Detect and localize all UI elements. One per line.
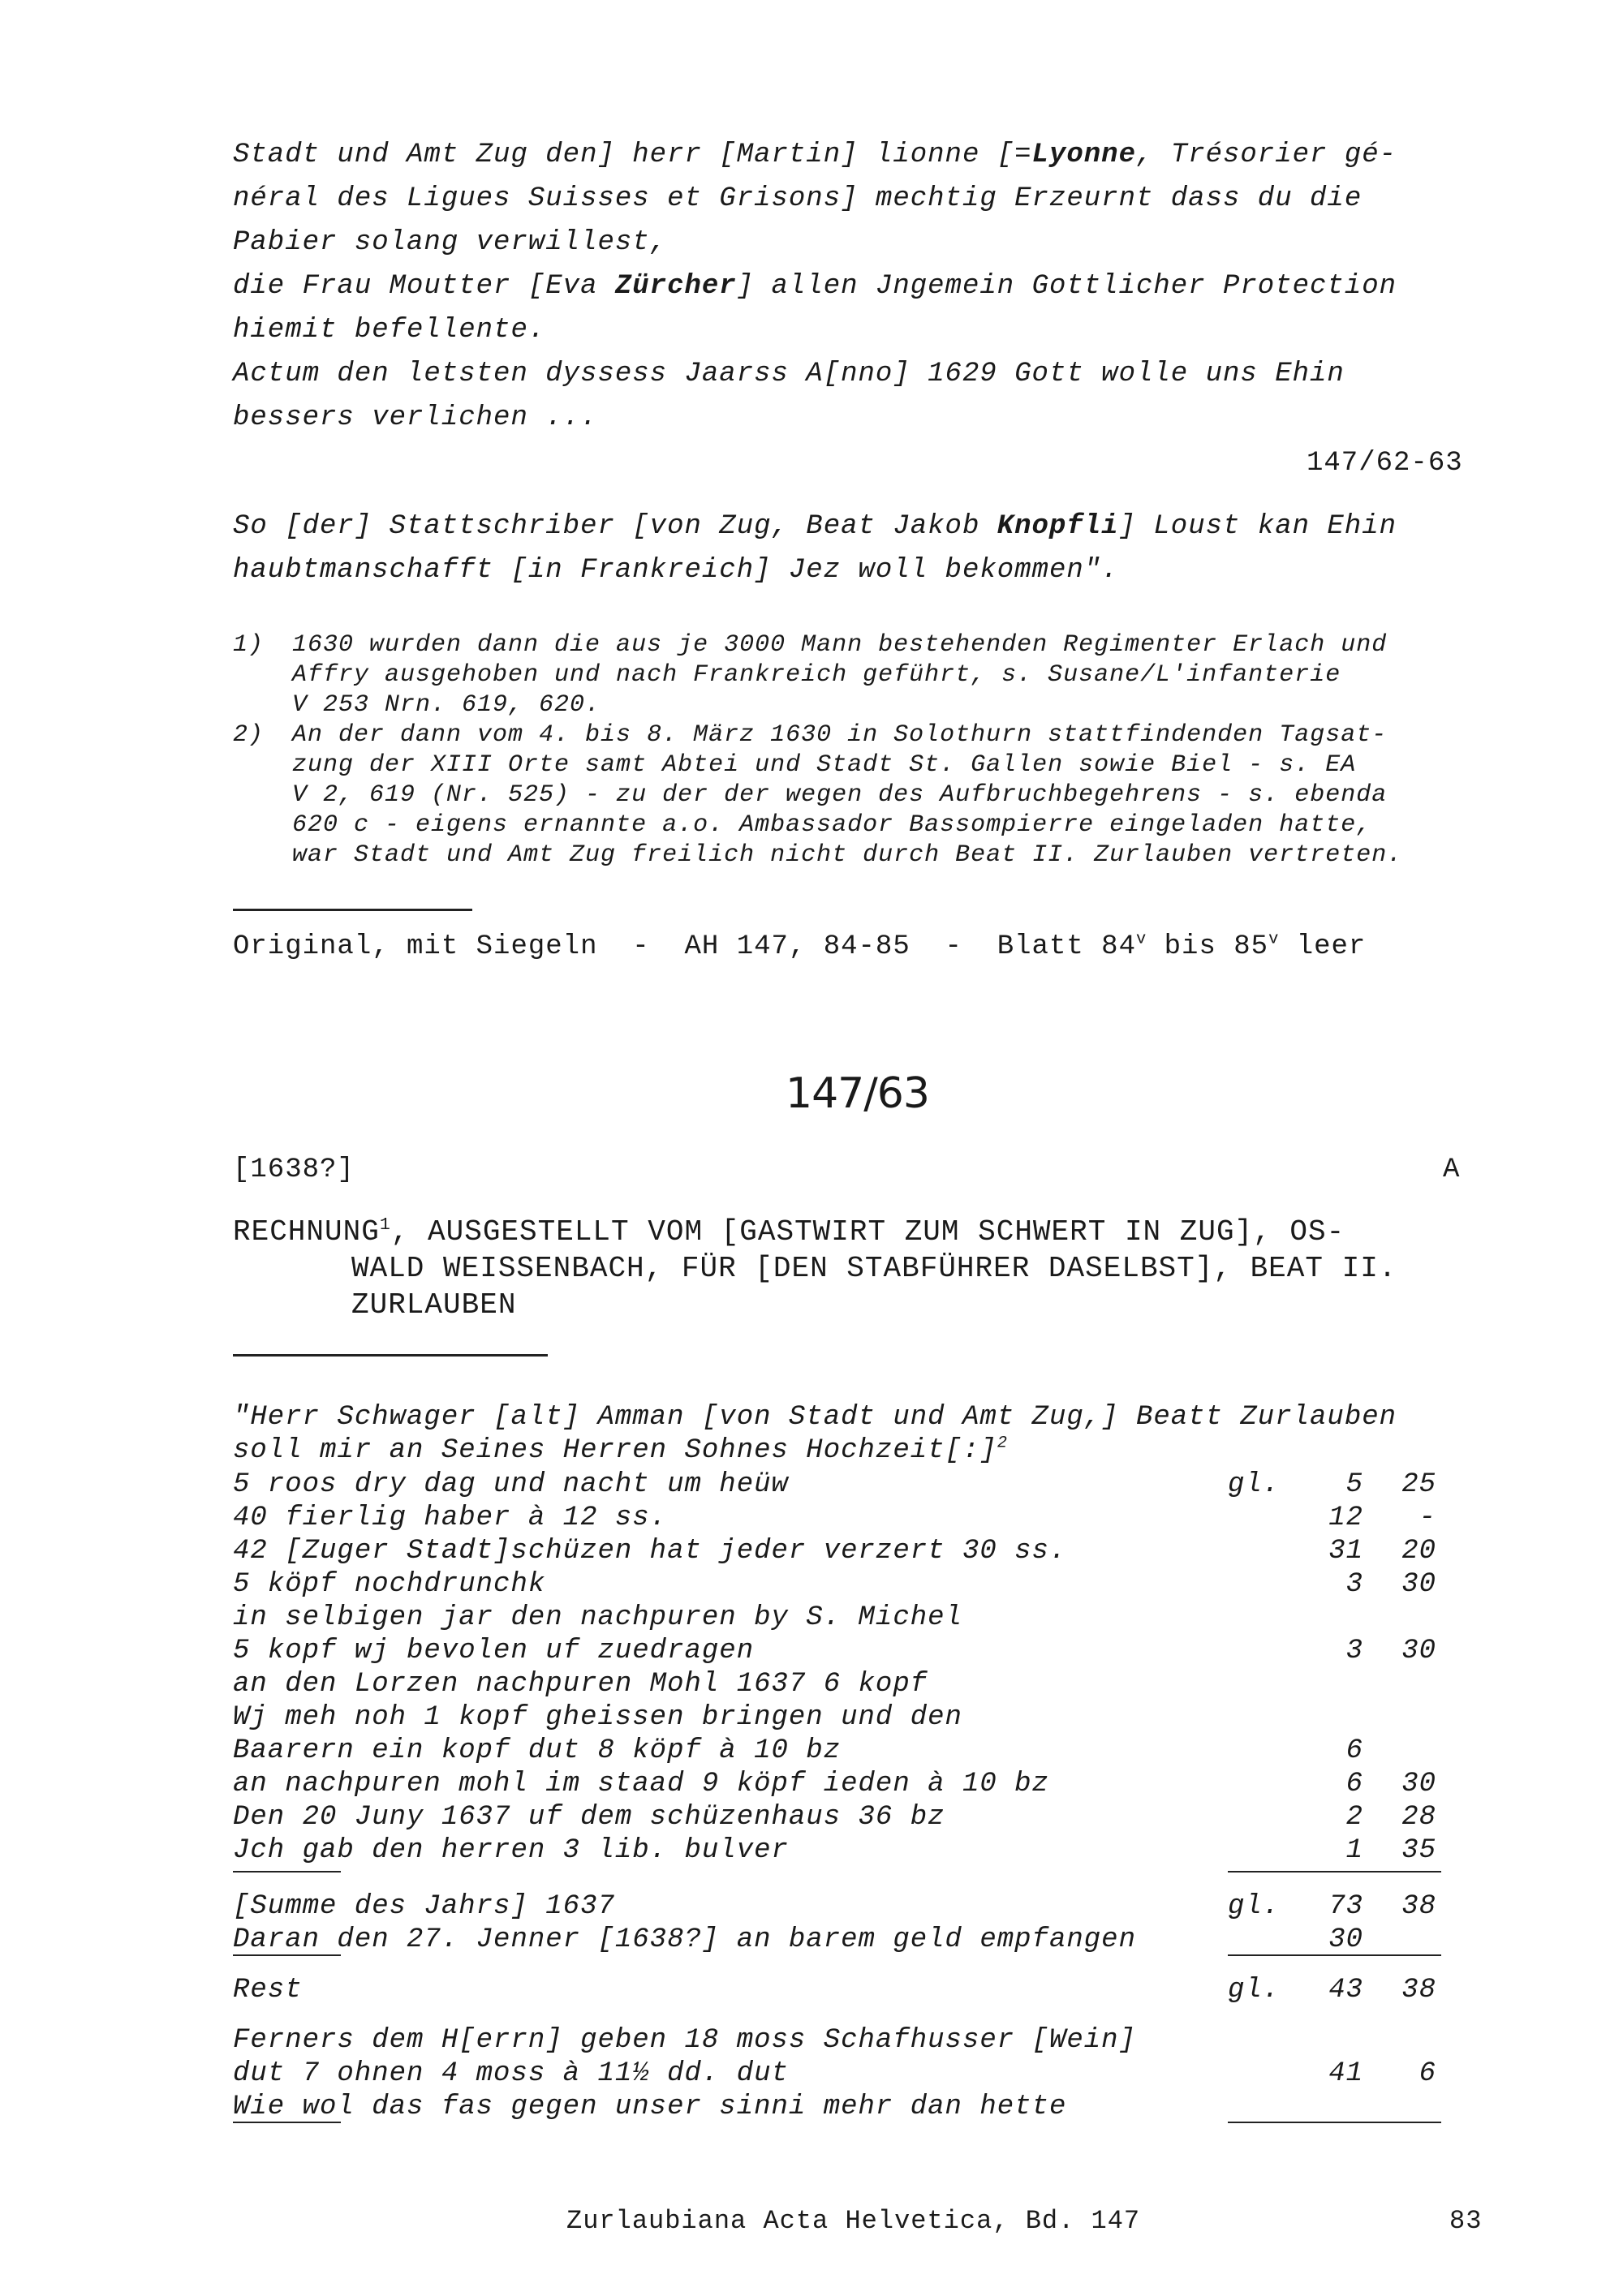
bold-name: Knopfli — [997, 511, 1119, 542]
account-row-text: Baarern ein kopf dut 8 köpf à 10 bz — [233, 1735, 842, 1766]
account-row-text: Den 20 Juny 1637 uf dem schüzenhaus 36 bz — [233, 1802, 945, 1833]
document-type-letter: A — [1443, 1154, 1461, 1185]
footnote-line: 620 c - eigens ernannte a.o. Ambassador Bassompierre eingeladen hatte, — [292, 811, 1372, 839]
account-row-text: 42 [Zuger Stadt]schüzen hat jeder verzert 30 ss. — [233, 1536, 1067, 1567]
text-segment: Original, mit Siegeln - AH 147, 84-85 - Blatt 84 — [233, 931, 1136, 962]
text-line: haubtmanschafft [in Frankreich] Jez woll bekommen". — [233, 555, 1119, 586]
original-note — [233, 931, 1366, 962]
account-row-schilling: 20 — [1401, 1536, 1436, 1567]
superscript: 1 — [379, 1215, 391, 1235]
sum-schilling: 38 — [1401, 1891, 1436, 1922]
account-row-gulden: 2 — [1345, 1802, 1363, 1833]
text-segment: Stadt und Amt Zug den] herr [Martin] lionne [= — [233, 140, 1032, 170]
document-title-line: ZURLAUBEN — [351, 1288, 517, 1322]
account-row-schilling: 35 — [1401, 1835, 1436, 1866]
account-line: Ferners dem H[errn] geben 18 moss Schafhusser [Wein] — [233, 2025, 1136, 2056]
footnote-line: V 2, 619 (Nr. 525) - zu der der wegen des Aufbruchbegehrens - s. ebenda — [292, 781, 1388, 809]
account-row-gulden: 12 — [1328, 1503, 1363, 1533]
document-title-line — [233, 1215, 1345, 1249]
sum-rule — [1228, 1954, 1441, 1956]
account-row-gulden: 5 — [1345, 1469, 1363, 1500]
text-line — [233, 271, 1397, 302]
account-row-text: Wj meh noh 1 kopf gheissen bringen und den — [233, 1702, 962, 1733]
account-row-gulden: 1 — [1345, 1835, 1363, 1866]
account-line: dut 7 ohnen 4 moss à 11½ dd. dut — [233, 2058, 789, 2089]
underline-mark — [233, 1954, 341, 1956]
footnote-line: V 253 Nrn. 619, 620. — [292, 691, 601, 719]
paid-label: Daran den 27. Jenner [1638?] an barem geld empfangen — [233, 1924, 1136, 1955]
text-line: néral des Ligues Suisses et Grisons] mechtig Erzeurnt dass du die — [233, 183, 1363, 214]
account-row-schilling: 25 — [1401, 1469, 1436, 1500]
superscript: 2 — [997, 1434, 1008, 1453]
account-row-schilling: 28 — [1401, 1802, 1436, 1833]
bold-name: Lyonne — [1031, 140, 1136, 170]
text-segment: , Trésorier gé- — [1135, 140, 1397, 170]
sum-gulden: 73 — [1328, 1891, 1363, 1922]
account-row-text: 40 fierlig haber à 12 ss. — [233, 1503, 668, 1533]
footnote-line: Affry ausgehoben und nach Frankreich geführt, s. Susane/L'infanterie — [292, 661, 1341, 689]
account-row-text: 5 roos dry dag und nacht um heüw — [233, 1469, 789, 1500]
account-row-schilling: - — [1419, 1503, 1436, 1533]
account-row-text: in selbigen jar den nachpuren by S. Michel — [233, 1602, 962, 1633]
text-line: Actum den letsten dyssess Jaarss A[nno] 1629 Gott wolle uns Ehin — [233, 359, 1345, 389]
account-intro: "Herr Schwager [alt] Amman [von Stadt und Amt Zug,] Beatt Zurlauben — [233, 1402, 1397, 1433]
footnote-line: An der dann vom 4. bis 8. März 1630 in Solothurn stattfindenden Tagsat- — [292, 721, 1388, 749]
footnote-mark: 2) — [233, 721, 265, 749]
account-row-gulden: 31 — [1328, 1536, 1363, 1567]
account-line: Wie wol das fas gegen unser sinni mehr dan hette — [233, 2092, 1067, 2122]
account-row-text: 5 kopf wj bevolen uf zuedragen — [233, 1636, 755, 1666]
account-row-text: Jch gab den herren 3 lib. bulver — [233, 1835, 789, 1866]
rest-schilling: 38 — [1401, 1975, 1436, 2006]
document-date: [1638?] — [233, 1154, 355, 1185]
footer-title: Zurlaubiana Acta Helvetica, Bd. 147 — [566, 2206, 1141, 2236]
account-row-gulden: 3 — [1345, 1636, 1363, 1666]
account-row-gulden: 6 — [1345, 1735, 1363, 1766]
reference-number: 147/62-63 — [1307, 448, 1463, 479]
account-row-gulden: 6 — [1345, 1769, 1363, 1799]
account-row-schilling: 30 — [1401, 1569, 1436, 1600]
text-segment: So [der] Stattschriber [von Zug, Beat Jakob — [233, 511, 997, 542]
bold-name: Zürcher — [614, 271, 737, 302]
text-segment: soll mir an Seines Herren Sohnes Hochzeit[:] — [233, 1435, 997, 1466]
page-number: 83 — [1449, 2206, 1483, 2236]
text-line — [233, 511, 1397, 542]
account-row-gulden: 3 — [1345, 1569, 1363, 1600]
account-row-schilling: 30 — [1401, 1769, 1436, 1799]
text-segment: , AUSGESTELLT VOM [GASTWIRT ZUM SCHWERT IN ZUG], OS- — [390, 1215, 1345, 1249]
text-line: Pabier solang verwillest, — [233, 227, 668, 258]
sum-rule — [1228, 1871, 1441, 1872]
separator-rule — [233, 1354, 548, 1357]
sum-label: [Summe des Jahrs] 1637 — [233, 1891, 615, 1922]
text-line — [233, 140, 1397, 170]
account-intro — [233, 1435, 1008, 1466]
rest-gulden: 43 — [1328, 1975, 1363, 2006]
underline-mark — [233, 2122, 341, 2123]
text-segment: ] Loust kan Ehin — [1118, 511, 1397, 542]
superscript: v — [1135, 930, 1147, 949]
footnote-line: zung der XIII Orte samt Abtei und Stadt St. Gallen sowie Biel - s. EA — [292, 751, 1357, 779]
text-segment: leer — [1279, 931, 1367, 962]
footnote-line: 1630 wurden dann die aus je 3000 Mann bestehenden Regimenter Erlach und — [292, 631, 1388, 659]
rest-currency: gl. — [1228, 1975, 1281, 2006]
paid-gulden: 30 — [1328, 1924, 1363, 1955]
rest-label: Rest — [233, 1975, 303, 2006]
text-line: hiemit befellente. — [233, 315, 546, 346]
document-number: 147/63 — [786, 1069, 929, 1118]
account-row-currency: gl. — [1228, 1469, 1281, 1500]
account-row-text: an den Lorzen nachpuren Mohl 1637 6 kopf — [233, 1669, 928, 1700]
account-row-text: an nachpuren mohl im staad 9 köpf ieden à 10 bz — [233, 1769, 1049, 1799]
text-segment: ] allen Jngemein Gottlicher Protection — [736, 271, 1397, 302]
footnote-mark: 1) — [233, 631, 265, 659]
document-title-line: WALD WEISSENBACH, FÜR [DEN STABFÜHRER DASELBST], BEAT II. — [351, 1252, 1397, 1285]
footnote-line: war Stadt und Amt Zug freilich nicht durch Beat II. Zurlauben vertreten. — [292, 841, 1403, 869]
text-segment: bis 85 — [1147, 931, 1269, 962]
underline-mark — [233, 1871, 341, 1872]
account-row-schilling: 30 — [1401, 1636, 1436, 1666]
separator-rule — [233, 909, 472, 911]
sum-currency: gl. — [1228, 1891, 1281, 1922]
amount-schilling: 6 — [1419, 2058, 1436, 2089]
superscript: v — [1268, 930, 1280, 949]
amount-gulden: 41 — [1328, 2058, 1363, 2089]
text-segment: die Frau Moutter [Eva — [233, 271, 615, 302]
account-row-text: 5 köpf nochdrunchk — [233, 1569, 546, 1600]
sum-rule — [1228, 2122, 1441, 2123]
text-line: bessers verlichen ... — [233, 402, 598, 433]
text-segment: RECHNUNG — [233, 1215, 380, 1249]
